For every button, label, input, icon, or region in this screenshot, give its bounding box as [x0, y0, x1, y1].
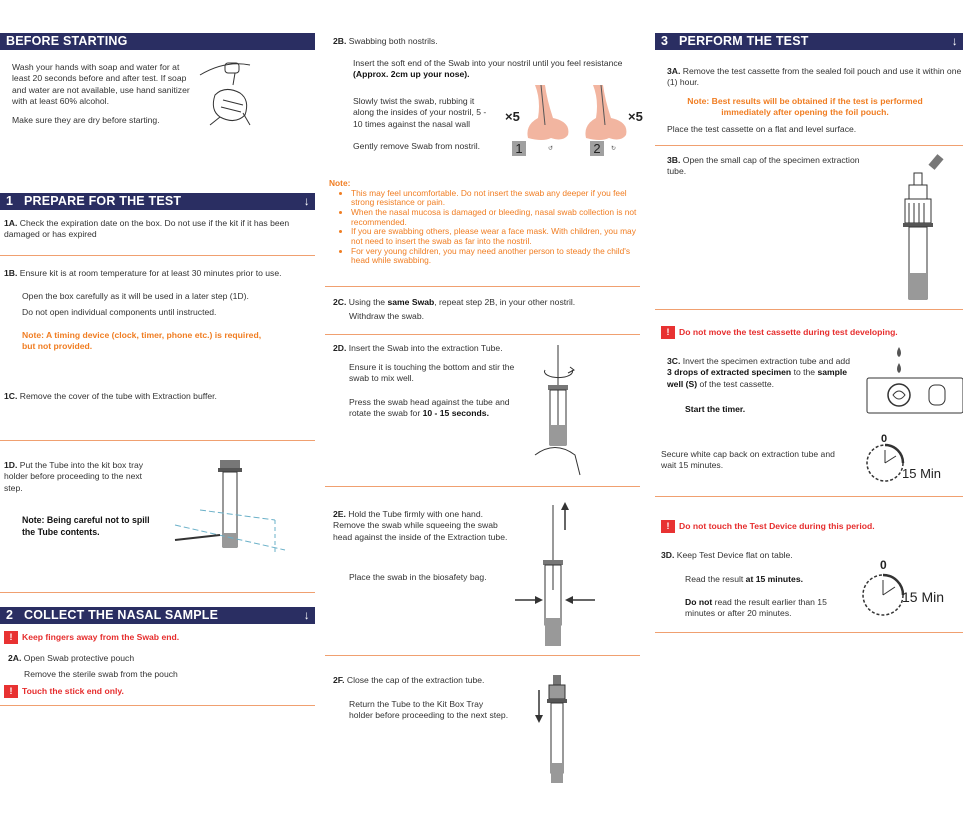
- section-header-prepare: [0, 193, 315, 210]
- arrow-down-icon: ↓: [303, 608, 310, 622]
- divider: [325, 334, 640, 335]
- divider: [655, 309, 963, 310]
- svg-text:↺: ↺: [548, 146, 554, 152]
- read-bold: at 15 minutes.: [745, 574, 803, 584]
- step-label: 3A.: [667, 66, 681, 76]
- step-1b-note: Note: A timing device (clock, timer, phone etc.) is required, but not provided.: [22, 330, 262, 352]
- step-text: Keep Test Device flat on table.: [676, 550, 793, 560]
- divider: [0, 440, 315, 441]
- section-number: 3: [661, 34, 669, 48]
- warning-icon: !: [661, 520, 675, 533]
- note-item: • For very young children, you may need another person to steady the child's head while swabbing.: [351, 247, 639, 266]
- step-3d-donot: [685, 597, 835, 620]
- step-3d-read: [685, 574, 855, 585]
- notes-list: [329, 189, 639, 266]
- warning-icon: !: [4, 685, 18, 698]
- divider: [0, 705, 315, 706]
- warning-stick: [4, 685, 304, 698]
- warning-icon: !: [661, 326, 675, 339]
- step-2c: [333, 297, 633, 308]
- step-text-3: of the test cassette.: [697, 378, 775, 389]
- warning-touch: [661, 520, 961, 533]
- timer-15-icon-2: [855, 553, 955, 623]
- divider: [325, 286, 640, 287]
- step-1b-open: Open the box carefully as it will be used in a later step (1D).: [22, 291, 249, 301]
- step-label: 3D.: [661, 550, 675, 560]
- nose-swab-icon: [523, 80, 633, 160]
- divider: [325, 655, 640, 656]
- step-1d-note: Note: Being careful not to spill the Tube contents.: [22, 515, 150, 537]
- step-1d: [4, 460, 149, 494]
- step-2f: [333, 675, 533, 686]
- step-label: 1B.: [4, 268, 18, 278]
- step-2b-insert: [353, 58, 633, 81]
- section-title: BEFORE STARTING: [6, 34, 128, 48]
- step-2b-twist: Slowly twist the swab, rubbing it along the insides of your nostril, 5 - 10 times against the nasal wall: [353, 96, 487, 129]
- step-2d-rotate: [349, 397, 524, 420]
- step-text: Open the small cap of the specimen extraction tube.: [667, 155, 860, 177]
- section-header-perform: [655, 33, 963, 50]
- close-cap-icon: [535, 675, 580, 785]
- step-2e: [333, 509, 513, 543]
- step-label: 1D.: [4, 460, 18, 470]
- note-item: • When the nasal mucosa is damaged or bleeding, nasal swab collection is not recommended.: [351, 208, 639, 227]
- step-label: 1A.: [4, 218, 18, 228]
- warning-icon: !: [4, 631, 18, 644]
- step-label: 3B.: [667, 155, 681, 165]
- step-2c-withdraw: Withdraw the swab.: [349, 311, 424, 321]
- step-text: Hold the Tube firmly with one hand. Remove the swab while squeeing the swab head against the inside of the Extraction tube.: [333, 509, 508, 542]
- donot-text: read the result earlier than 15 minutes or after 20 minutes.: [685, 597, 827, 619]
- step-2b-title: [333, 36, 633, 47]
- step-text: Ensure kit is at room temperature for at least 30 minutes prior to use.: [19, 268, 282, 278]
- x5-label-right: ×5: [628, 109, 643, 124]
- warning-move: [661, 326, 961, 339]
- open-cap-icon: [897, 155, 947, 305]
- timer-zero-label: 0: [881, 433, 888, 445]
- step-text: Put the Tube into the kit box tray holder before proceeding to the next step.: [4, 460, 144, 493]
- step-3a: [667, 66, 962, 89]
- step-bold-2: sample well (S): [667, 367, 848, 389]
- divider: [0, 255, 315, 256]
- step-label: 2D.: [333, 343, 347, 353]
- section-number: 2: [6, 608, 14, 622]
- timer-15-label-2: 15 Min: [902, 589, 945, 605]
- step-text: Invert the specimen extraction tube and add: [682, 356, 850, 366]
- step-text: Open Swab protective pouch: [23, 653, 135, 663]
- step-text: Insert the Swab into the extraction Tube.: [348, 343, 503, 353]
- step-label: 2F.: [333, 675, 345, 685]
- insert-text: Insert the soft end of the Swab into your nostril until you feel resistance: [353, 58, 623, 68]
- step-1b-components: Do not open individual components until instructed.: [22, 307, 217, 317]
- step-label: 2E.: [333, 509, 346, 519]
- step-text: Remove the test cassette from the sealed foil pouch and use it within one (1) hour.: [667, 66, 962, 88]
- section-title: COLLECT THE NASAL SAMPLE: [24, 608, 219, 622]
- divider: [655, 145, 963, 146]
- insert-bold: (Approx. 2cm up your nose).: [353, 69, 470, 80]
- svg-text:↻: ↻: [611, 146, 617, 152]
- step-label: 2B.: [333, 36, 347, 46]
- arrow-down-icon: ↓: [303, 194, 310, 208]
- step-2d: [333, 343, 533, 354]
- step-text: Using the: [348, 297, 388, 307]
- x5-label-left: ×5: [505, 109, 520, 124]
- step-2a-remove: Remove the sterile swab from the pouch: [24, 669, 178, 679]
- step-text: Remove the cover of the tube with Extraction buffer.: [19, 391, 217, 401]
- before-dry-text: Make sure they are dry before starting.: [12, 115, 160, 125]
- warning-text: Do not move the test cassette during test developing.: [679, 326, 898, 337]
- step-2a: [8, 653, 308, 664]
- note-label: Note:: [329, 178, 351, 188]
- section-number: 1: [6, 194, 14, 208]
- section-header-collect: [0, 607, 315, 624]
- warning-text: Keep fingers away from the Swab end.: [22, 631, 180, 642]
- rotate-text: Press the swab head against the tube and rotate the swab for: [349, 397, 510, 419]
- step-2b-remove: Gently remove Swab from nostril.: [353, 141, 481, 151]
- step-label: 3C.: [667, 356, 681, 366]
- nostril-number-1: 1: [512, 141, 526, 156]
- before-text: Wash your hands with soap and water for at least 20 seconds before and after test. If soap and water are not available, use hand sanitizer with at least 60% alcohol.: [12, 62, 190, 107]
- step-2e-biosafety: Place the swab in the biosafety bag.: [349, 572, 487, 582]
- add-drops-icon: [865, 345, 963, 415]
- note-item: • This may feel uncomfortable. Do not insert the swab any deeper if you feel strong resistance or pain.: [351, 189, 639, 208]
- donot-bold: Do not: [685, 597, 713, 607]
- step-text: Check the expiration date on the box. Do not use if the kit if it has been damaged or has expired: [4, 218, 290, 240]
- section-title: PREPARE FOR THE TEST: [24, 194, 182, 208]
- step-label: 2C.: [333, 297, 347, 307]
- step-1b: [4, 268, 309, 279]
- step-2d-stir: Ensure it is touching the bottom and stir the swab to mix well.: [349, 362, 515, 384]
- step-3a-flat: Place the test cassette on a flat and level surface.: [667, 124, 857, 134]
- nostril-number-2: 2: [590, 141, 604, 156]
- step-1a: [4, 218, 304, 241]
- step-3b: [667, 155, 877, 178]
- note-item: • If you are swabbing others, please wear a face mask. With children, you may not need to insert the swab as far into the nostril.: [351, 227, 639, 246]
- timer-zero-label-2: 0: [880, 558, 887, 572]
- tube-in-tray-icon: [175, 455, 285, 565]
- step-text-2: , repeat step 2B, in your other nostril.: [434, 297, 576, 307]
- rotate-bold: 10 - 15 seconds.: [422, 408, 489, 419]
- divider: [325, 486, 640, 487]
- step-bold: same Swab: [387, 297, 435, 307]
- start-timer-text: Start the timer.: [685, 404, 746, 414]
- divider: [655, 496, 963, 497]
- warning-fingers: [4, 631, 304, 644]
- warning-text: Do not touch the Test Device during this period.: [679, 520, 875, 531]
- step-3c: [667, 356, 857, 390]
- arrow-down-icon: ↓: [951, 34, 958, 48]
- step-text: Close the cap of the extraction tube.: [346, 675, 485, 685]
- hand-washing-icon: [195, 55, 265, 130]
- read-text: Read the result: [685, 574, 746, 584]
- divider: [655, 632, 963, 633]
- step-3c-wait: Secure white cap back on extraction tube and wait 15 minutes.: [661, 449, 835, 471]
- notes-block: [329, 179, 639, 266]
- step-3d: [661, 550, 861, 561]
- step-label: 1C.: [4, 391, 18, 401]
- section-title: PERFORM THE TEST: [679, 34, 809, 48]
- step-3a-note: Note: Best results will be obtained if the test is performed immediately after opening the foil pouch.: [687, 96, 923, 118]
- squeeze-swab-icon: [515, 500, 605, 650]
- step-label: 2A.: [8, 653, 22, 663]
- step-bold-1: 3 drops of extracted specimen: [667, 367, 792, 378]
- step-2f-return: Return the Tube to the Kit Box Tray holder before proceeding to the next step.: [349, 699, 509, 721]
- step-text: Swabbing both nostrils.: [348, 36, 438, 46]
- divider: [0, 592, 315, 593]
- step-1c: [4, 391, 304, 402]
- stir-swab-icon: [530, 345, 585, 475]
- step-text-2: to the: [791, 367, 818, 378]
- timer-15-label: 15 Min: [902, 466, 942, 481]
- warning-text: Touch the stick end only.: [22, 685, 124, 696]
- section-header-before-starting: [0, 33, 315, 50]
